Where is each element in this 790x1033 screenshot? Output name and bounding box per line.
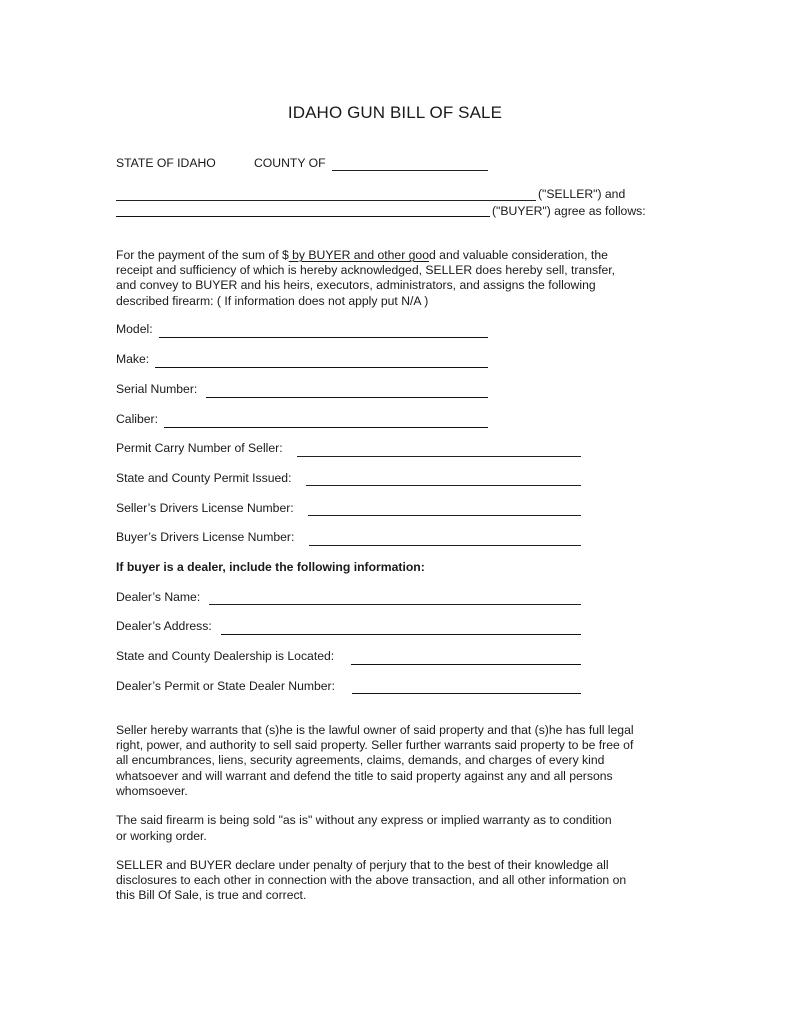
make-field[interactable] — [155, 367, 488, 368]
warranty-line: right, power, and authority to sell said property. Seller further warrants said property to be free of — [116, 738, 634, 753]
dealership-location-field[interactable] — [351, 664, 581, 665]
permit-carry-label: Permit Carry Number of Seller: — [116, 441, 283, 455]
seller-license-field[interactable] — [308, 515, 581, 516]
buyer-suffix: ("BUYER") agree as follows: — [492, 204, 646, 218]
serial-number-label: Serial Number: — [116, 382, 198, 396]
model-field[interactable] — [159, 337, 488, 338]
as-is-line: or working order. — [116, 829, 207, 843]
dealer-heading: If buyer is a dealer, include the following information: — [116, 560, 425, 574]
declaration-line: this Bill Of Sale, is true and correct. — [116, 888, 307, 903]
dealer-name-label: Dealer’s Name: — [116, 590, 201, 604]
warranty-paragraph — [116, 723, 634, 799]
dealer-address-field[interactable] — [221, 634, 581, 635]
seller-name-blank[interactable] — [116, 200, 536, 201]
caliber-label: Caliber: — [116, 412, 158, 426]
warranty-line: all encumbrances, liens, security agreements, claims, demands, and charges of every kind — [116, 753, 605, 768]
payment-line-3: and convey to BUYER and his heirs, executors, administrators, and assigns the following — [116, 278, 596, 293]
payment-line-4: described firearm: ( If information does not apply put N/A ) — [116, 293, 429, 308]
model-label: Model: — [116, 322, 153, 336]
dealership-location-label: State and County Dealership is Located: — [116, 649, 335, 663]
payment-amount-blank[interactable]: by BUYER and other goo — [288, 248, 429, 262]
state-label: STATE OF IDAHO — [116, 156, 216, 170]
declaration-line: disclosures to each other in connection with the above transaction, and all other information on — [116, 873, 627, 888]
county-label: COUNTY OF — [254, 156, 326, 170]
document-title: IDAHO GUN BILL OF SALE — [287, 103, 503, 122]
state-county-permit-label: State and County Permit Issued: — [116, 471, 292, 485]
declaration-line: SELLER and BUYER declare under penalty of perjury that to the best of their knowledge all — [116, 858, 609, 872]
payment-line-2: receipt and sufficiency of which is hereby acknowledged, SELLER does hereby sell, transfer, — [116, 263, 616, 278]
buyer-license-field[interactable] — [309, 545, 581, 546]
seller-license-label: Seller’s Drivers License Number: — [116, 501, 294, 515]
dealer-address-label: Dealer’s Address: — [116, 619, 212, 633]
buyer-license-label: Buyer’s Drivers License Number: — [116, 530, 295, 544]
seller-suffix: ("SELLER") and — [538, 187, 626, 201]
as-is-line: The said firearm is being sold "as is" without any express or implied warranty as to condition — [116, 813, 612, 827]
county-blank[interactable] — [332, 170, 488, 171]
caliber-field[interactable] — [164, 427, 488, 428]
dealer-name-field[interactable] — [209, 604, 581, 605]
warranty-line: whomsoever. — [116, 783, 188, 798]
payment-paragraph — [116, 248, 615, 309]
declaration-paragraph — [116, 858, 626, 904]
payment-suffix: d and valuable consideration, the — [429, 248, 608, 262]
warranty-line: whatsoever and will warrant and defend the title to said property against any and all persons — [116, 768, 613, 783]
as-is-paragraph — [116, 812, 612, 844]
dealer-permit-field[interactable] — [352, 693, 581, 694]
warranty-line: Seller hereby warrants that (s)he is the lawful owner of said property and that (s)he has full legal — [116, 723, 634, 737]
state-county-permit-field[interactable] — [306, 485, 581, 486]
buyer-name-blank[interactable] — [116, 216, 490, 217]
dealer-permit-label: Dealer’s Permit or State Dealer Number: — [116, 679, 336, 693]
make-label: Make: — [116, 352, 150, 366]
payment-prefix: For the payment of the sum of $ — [116, 248, 289, 262]
permit-carry-field[interactable] — [297, 456, 581, 457]
serial-number-field[interactable] — [206, 397, 488, 398]
